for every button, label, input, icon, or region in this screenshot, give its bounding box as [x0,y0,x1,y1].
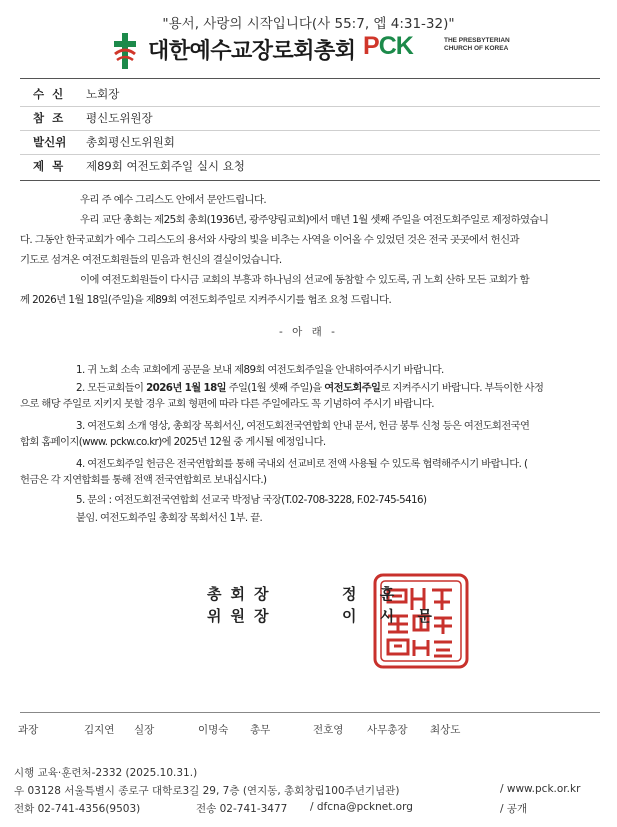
org-name: 대한예수교장로회총회 [148,39,356,64]
item-3: 3. 여전도회 소개 영상, 총회장 목회서신, 여전도회전국연합회 안내 문서, 헌금 봉투 신청 등은 여전도회전국연 합회 홈페이지(www. pckw.co.kr)에 2025년 12월 중 게시될 예정입니다. [20,420,530,448]
recipient-value: 노회장 [86,87,120,101]
greeting: 우리 주 예수 그리스도 안에서 문안드립니다. [80,194,267,206]
item-5: 5. 문의 : 여전도회전국연합회 선교국 박정남 국장(T.02-708-3228, F.02-745-5416) [76,494,427,506]
item-2: 2. 모든교회들이 2026년 1월 18일 주일(1월 셋째 주일)을 여전도회주일로 지켜주시기 바랍니다. 부득이한 사정 으로 해당 주일로 지키지 못할 경우 교회 형편에 따라 다른 주일에라도 꼭 기념하여 주시기 바랍니다. [20,382,544,410]
footer-issue-no: 시행 교육·훈련처-2332 (2025.10.31.) [14,767,198,779]
item-4: 4. 여전도회주일 헌금은 전국연합회를 통해 국내외 선교비로 전액 사용될 수 있도록 협력해주시기 바랍니다. ( 헌금은 각 지연합회를 통해 전액 전국연합회로 보내십시다.) [20,458,528,486]
reference-row [0,110,617,132]
pck-subtitle: THE PRESBYTERIAN CHURCH OF KOREA [444,37,510,52]
footer-phone: 전화 02-741-4356(9503) [14,803,141,815]
approval-name: 김지연 [84,724,115,736]
signature-name-2: 이 시 문 [342,607,441,625]
body-line: 우리 교단 총회는 제25회 총회(1936년, 광주양림교회)에서 매년 1월 셋째 주일을 여전도회주일로 제정하였습니 [80,214,549,226]
footer-email: / dfcna@pcknet.org [310,801,413,813]
signature-name-1: 정 훈 [342,585,404,603]
motto: "용서, 사랑의 시작입니다(사 55:7, 엡 4:31-32)" [162,16,455,32]
pck-logo: PCK [363,32,413,60]
footer-website: / www.pck.or.kr [500,783,581,795]
footer-disclosure: / 공개 [500,803,528,815]
reference-label: 참 조 [33,111,64,125]
signature-title-1: 총회장 [207,585,278,603]
header-divider [20,78,600,79]
church-cross-logo-icon [112,32,138,70]
approval-top-rule [20,712,600,713]
reference-value: 평신도위원장 [86,111,153,125]
body-line: 이에 여전도회원들이 다시금 교회의 부흥과 하나님의 선교에 동참할 수 있도록, 귀 노회 산하 모든 교회가 함 [80,274,530,286]
sender-label: 발신위 [33,135,67,149]
approval-role: 총무 [250,724,271,736]
subject-label: 제 목 [33,159,64,173]
signature-title-2: 위원장 [207,607,278,625]
sender-value: 총회평신도위원회 [86,135,175,149]
subject-row [0,158,617,180]
attachment: 붙임. 여전도회주일 총회장 목회서신 1부. 끝. [76,512,263,524]
recipient-label: 수 신 [33,87,64,101]
divider [20,154,600,155]
divider [20,106,600,107]
body-line: 께 2026년 1월 18일(주일)을 제89회 여전도회주일로 지켜주시기를 협조 요청 드립니다. [20,294,392,306]
body-line: 다. 그동안 한국교회가 예수 그리스도의 용서와 사랑의 빛을 비추는 사역을 이어올 수 있었던 것은 전국 곳곳에서 헌신과 [20,234,519,246]
body-line: 기도로 섬겨온 여전도회원들의 믿음과 헌신의 결실이었습니다. [20,254,282,266]
approval-name: 전호영 [313,724,344,736]
letter-body [20,190,606,310]
approval-role: 과장 [18,724,39,736]
approval-role: 실장 [134,724,155,736]
footer-address: 우 03128 서울특별시 종로구 대학로3길 29, 7층 (연지동, 총회창립100주년기념관) [14,785,400,797]
footer-fax: 전송 02-741-3477 [196,803,288,815]
item-1: 1. 귀 노회 소속 교회에게 공문을 보내 제89회 여전도회주일을 안내하여주시기 바랍니다. [76,364,444,376]
divider [20,130,600,131]
meta-divider [20,180,600,181]
subject-value: 제89회 여전도회주일 실시 요청 [86,159,245,173]
recipient-row [0,86,617,108]
below-heading: - 아 래 - [279,326,338,338]
approval-name: 최상도 [430,724,461,736]
sender-row [0,134,617,156]
approval-name: 이명숙 [198,724,229,736]
approval-role: 사무총장 [367,724,408,736]
